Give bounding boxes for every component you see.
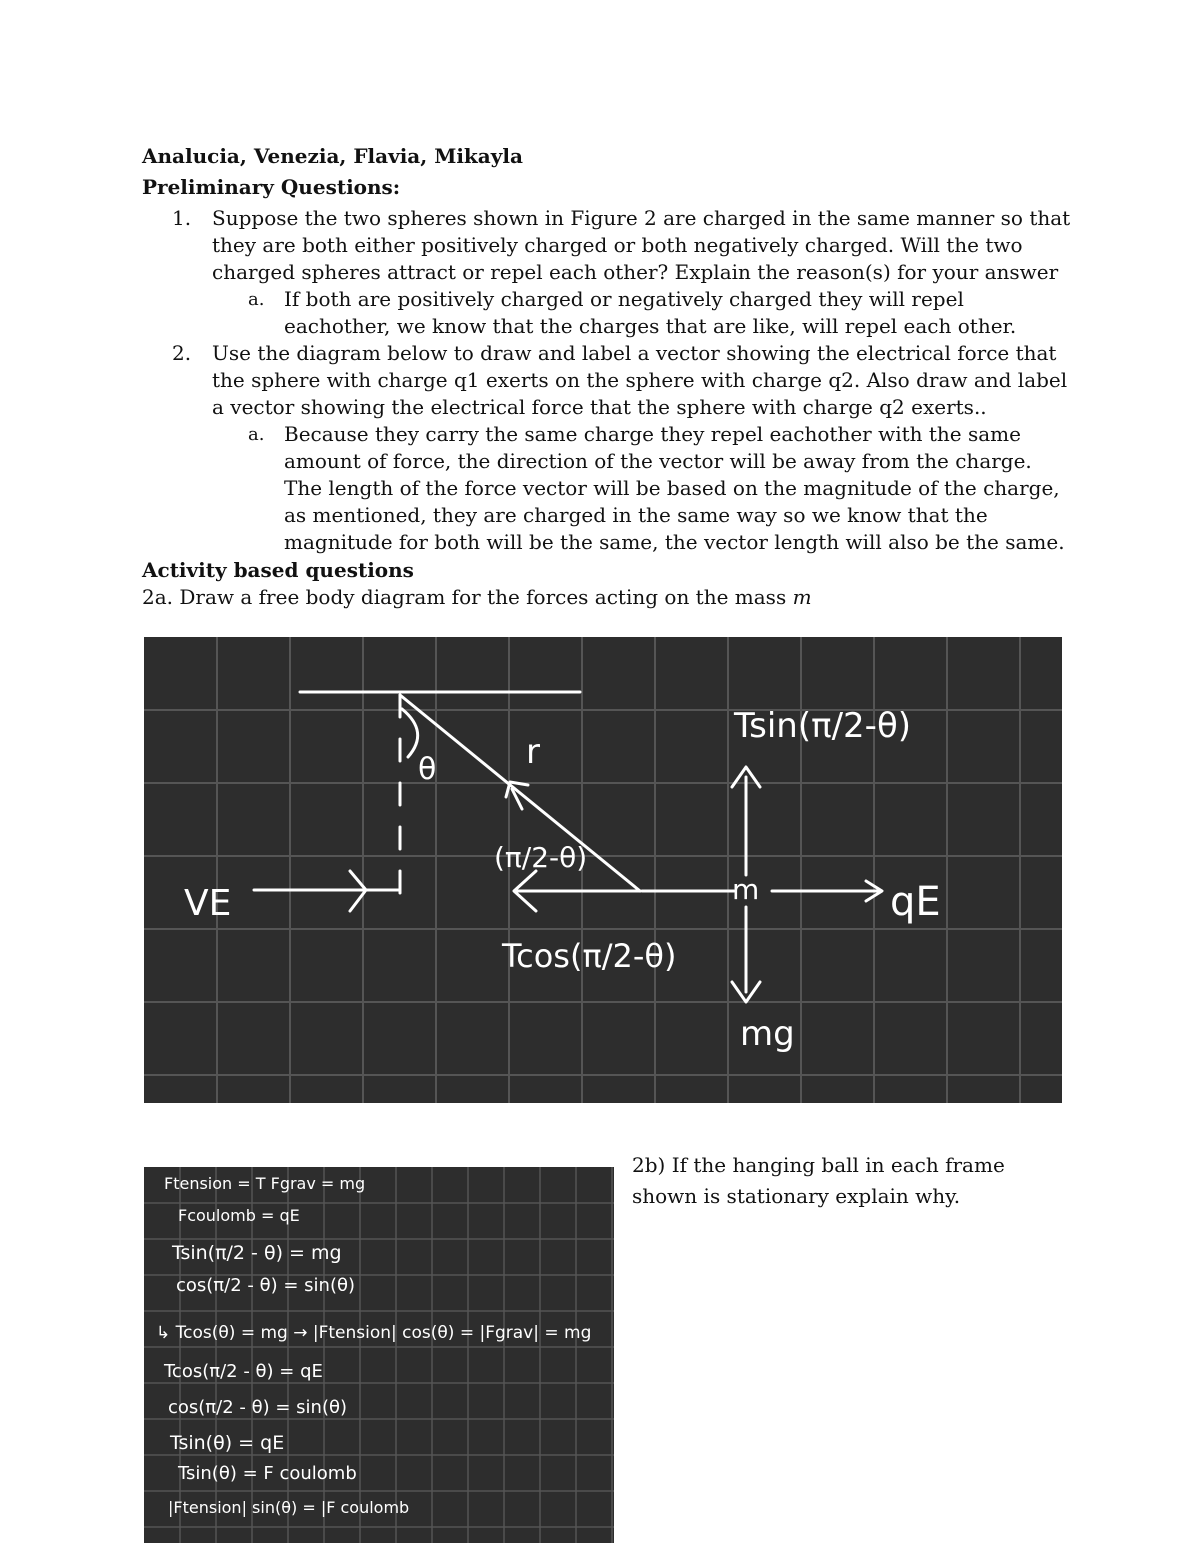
answer-marker: a. [248, 424, 265, 445]
free-body-diagram-svg [144, 637, 1062, 1103]
angle-label: (π/2-θ) [494, 841, 588, 874]
question-2a-text: 2a. Draw a free body diagram for the forces acting on the mass [142, 585, 793, 609]
theta-label: θ [418, 752, 437, 787]
answer-list [212, 421, 1072, 556]
equation-line: Tsin(θ) = F coulomb [178, 1463, 357, 1484]
ve-label: VE [184, 883, 232, 924]
question-list [172, 205, 1072, 556]
equation-line: Fcoulomb = qE [178, 1206, 300, 1225]
equation-line: Ftension = T Fgrav = mg [164, 1174, 366, 1193]
answer-item [248, 421, 1072, 556]
question-item [172, 340, 1072, 556]
answer-text: If both are positively charged or negatively charged they will repel eachother, we know that the charges that are like, will repel each other. [284, 287, 1017, 338]
question-2b: 2b) If the hanging ball in each frame shown is stationary explain why. [632, 1153, 1005, 1208]
question-2a [142, 585, 812, 609]
equation-line: cos(π/2 - θ) = sin(θ) [176, 1275, 356, 1296]
qe-label: qE [890, 879, 941, 925]
tsin-label: Tsin(π/2-θ) [734, 706, 912, 746]
r-label: r [526, 732, 540, 772]
equation-line: |Ftension| sin(θ) = |F coulomb [168, 1498, 410, 1517]
theta-arc [402, 709, 418, 757]
equation-line: ↳ Tcos(θ) = mg → |Ftension| cos(θ) = |Fgrav| = mg [156, 1323, 592, 1343]
question-number: 1. [172, 206, 192, 230]
mg-label: mg [740, 1014, 795, 1054]
preliminary-heading: Preliminary Questions: [142, 175, 401, 199]
activity-heading: Activity based questions [142, 558, 414, 582]
equations-svg [144, 1167, 614, 1543]
question-item [172, 205, 1072, 340]
answer-text: Because they carry the same charge they repel eachother with the same amount of force, the direction of the vector will be away from the charge. The length of the force vector will be based on the magnitude of the charge, as mentioned, they are charged in the same way so we know that the magnitude for both will be the same, the vector length will also be the same. [284, 422, 1065, 554]
mass-variable: m [792, 585, 812, 609]
mass-label: m [732, 873, 760, 906]
grid-lines [144, 637, 1062, 1103]
equation-line: cos(π/2 - θ) = sin(θ) [168, 1397, 348, 1418]
answer-marker: a. [248, 289, 265, 310]
tcos-label: Tcos(π/2-θ) [502, 937, 677, 975]
equation-line: Tcos(π/2 - θ) = qE [164, 1361, 323, 1382]
question-text: Suppose the two spheres shown in Figure 2 are charged in the same manner so that they are both either positively charged or both negatively charged. Will the two charged spheres attract or repel each other? Explain the reason(s) for your answer [212, 206, 1071, 284]
question-number: 2. [172, 341, 192, 365]
answer-item [248, 286, 1072, 340]
equations-board [144, 1167, 614, 1543]
free-body-diagram [144, 637, 1062, 1103]
equation-line: Tsin(π/2 - θ) = mg [172, 1242, 342, 1264]
answer-list [212, 286, 1072, 340]
question-text: Use the diagram below to draw and label a vector showing the electrical force that the sphere with charge q1 exerts on the sphere with charge q2. Also draw and label a vector showing the electrical force that the sphere with charge q2 exerts.. [212, 341, 1068, 419]
author-names: Analucia, Venezia, Flavia, Mikayla [142, 144, 523, 168]
equation-line: Tsin(θ) = qE [170, 1432, 285, 1454]
